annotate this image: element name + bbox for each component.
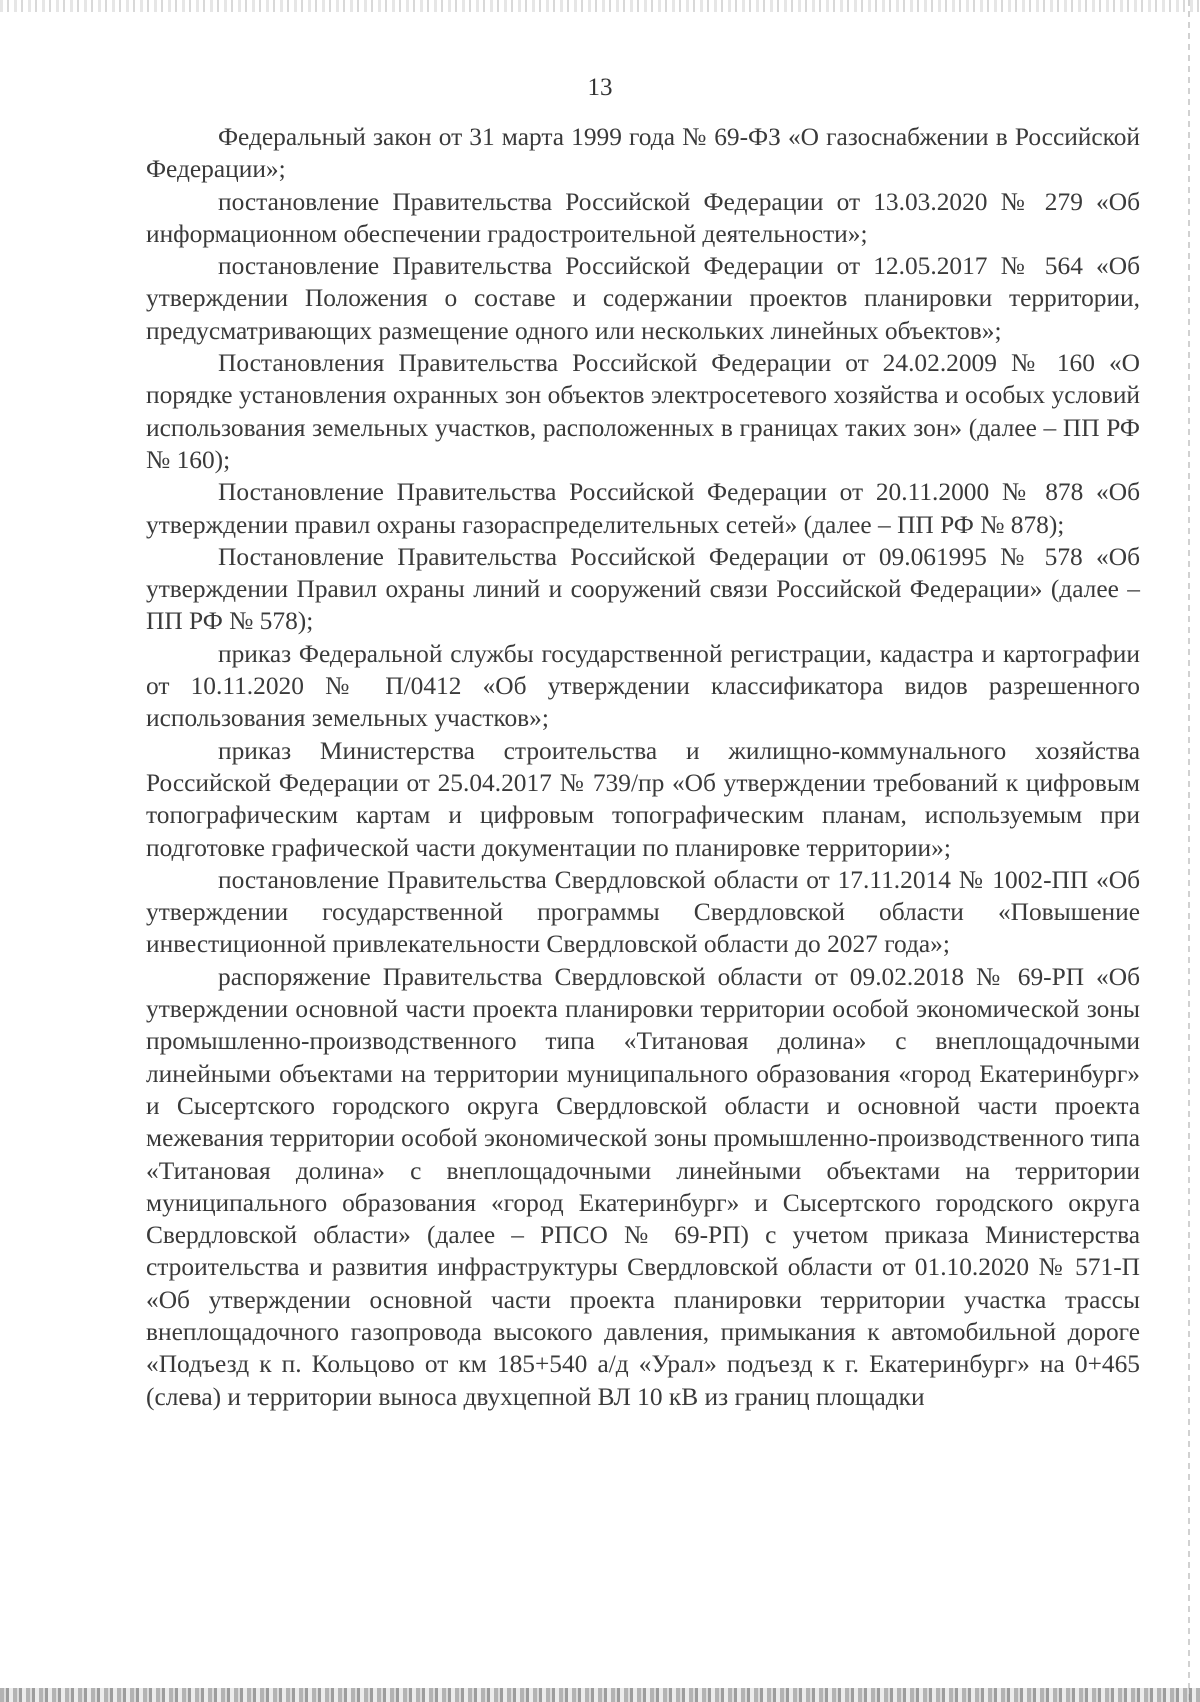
paragraph-resolution-578: Постановление Правительства Российской Федерации от 09.061995 № 578 «Об утверждении Правил охраны линий и сооружений связи Российской Федерации» (далее – ПП РФ № 578); xyxy=(146,542,1140,636)
paragraph-order-p0412: приказ Федеральной службы государственной регистрации, кадастра и картографии от 10.11.2020 № П/0412 «Об утверждении классификатора видов разрешенного использования земельных участков»; xyxy=(146,639,1140,733)
scan-edge-top xyxy=(0,0,1200,12)
paragraph-resolution-878: Постановление Правительства Российской Федерации от 20.11.2000 № 878 «Об утверждении правил охраны газораспределительных сетей» (далее – ПП РФ № 878); xyxy=(146,478,1140,539)
paragraph-resolution-1002: постановление Правительства Свердловской области от 17.11.2014 № 1002-ПП «Об утверждении государственной программы Свердловской области «Повышение инвестиционной привлекательности Свердловской области до 2027 года»; xyxy=(146,865,1140,959)
scan-edge-bottom xyxy=(0,1688,1200,1702)
paragraph-resolution-160: Постановления Правительства Российской Федерации от 24.02.2009 № 160 «О порядке установления охранных зон объектов электросетевого хозяйства и особых условий использования земельных участков, расположенных в границах таких зон» (далее – ПП РФ № 160); xyxy=(146,349,1140,474)
paragraph-order-739: приказ Министерства строительства и жилищно-коммунального хозяйства Российской Федерации от 25.04.2017 № 739/пр «Об утверждении требований к цифровым топографическим картам и цифровым топографическим планам, используемым при подготовке графической части документации по планировке территории»; xyxy=(146,736,1140,862)
paragraph-gas-supply-law: Федеральный закон от 31 марта 1999 года № 69-ФЗ «О газоснабжении в Российской Федерации»; xyxy=(146,123,1140,184)
paragraph-resolution-279: постановление Правительства Российской Федерации от 13.03.2020 № 279 «Об информационном обеспечении градостроительной деятельности»; xyxy=(146,187,1140,248)
document-body xyxy=(146,121,1140,1413)
paragraph-resolution-564: постановление Правительства Российской Федерации от 12.05.2017 № 564 «Об утверждении Положения о составе и содержании проектов планировки территории, предусматривающих размещение одного или нескольких линейных объектов»; xyxy=(146,252,1140,345)
page-number: 13 xyxy=(587,74,613,101)
scan-edge-right xyxy=(1188,0,1190,1702)
paragraph-order-69-rp: распоряжение Правительства Свердловской области от 09.02.2018 № 69-РП «Об утверждении основной части проекта планировки территории особой экономической зоны промышленно-производственного типа «Титановая долина» с внеплощадочными линейными объектами на территории муниципального образования «город Екатеринбург» и Сысертского городского округа Свердловской области и основной части проекта межевания территории особой экономической зоны промышленно-производственного типа «Титановая долина» с внеплощадочными линейными объектами на территории муниципального образования «город Екатеринбург» и Сысертского городского округа Свердловской области» (далее – РПСО № 69-РП) с учетом приказа Министерства строительства и развития инфраструктуры Свердловской области от 01.10.2020 № 571-П «Об утверждении основной части проекта планировки территории участка трассы внеплощадочного газопровода высокого давления, примыкания к автомобильной дороге «Подъезд к п. Кольцово от км 185+540 а/д «Урал» подъезд к г. Екатеринбург» на 0+465 (слева) и территории выноса двухцепной ВЛ 10 кВ из границ площадки xyxy=(146,962,1140,1411)
